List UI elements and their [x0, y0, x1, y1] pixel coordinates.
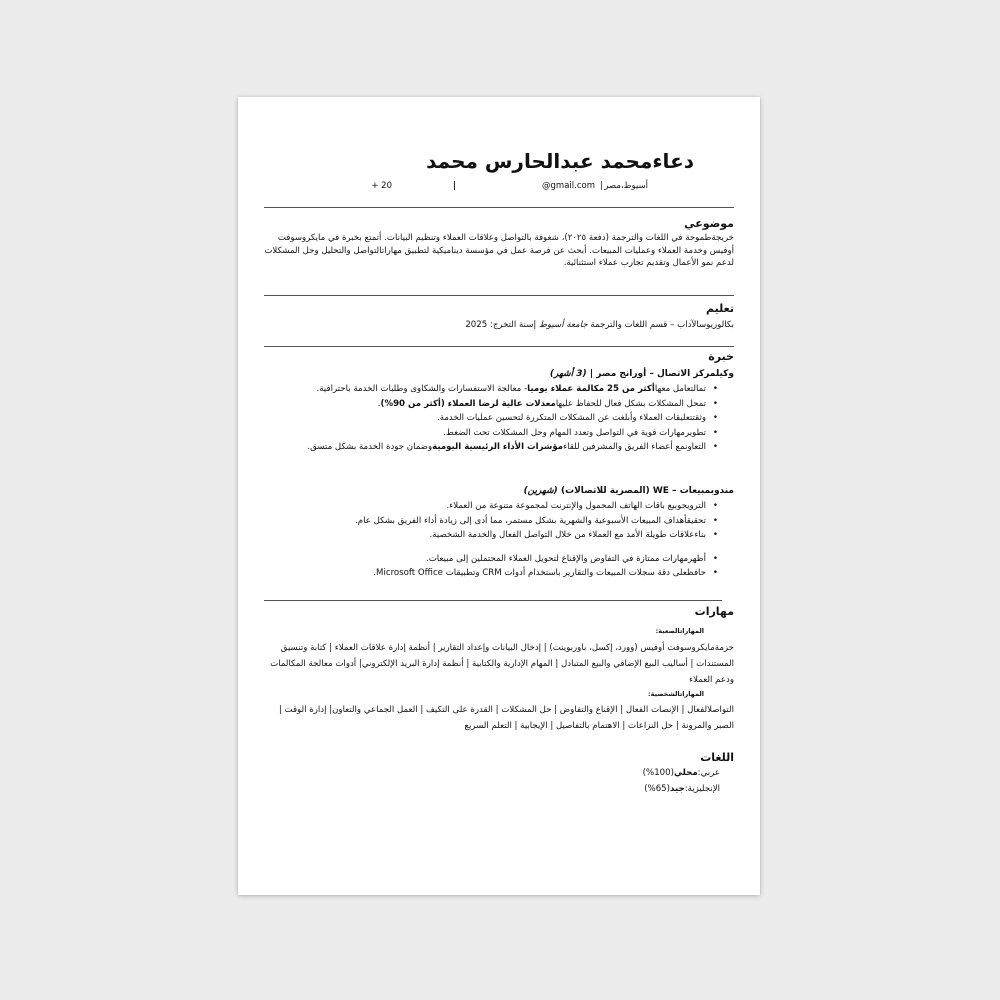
contact-separator: | — [452, 181, 456, 191]
job-title: مندوبمبيعات – WE (المصرية للاتصالات) (شهرين) — [523, 486, 734, 496]
list-item: • التعاونمع أعضاء الفريق والمشرفين للقاءمؤشرات الأداء الرئيسية اليوميةوضمان جودة الخدمة بشكل متسق. — [278, 442, 720, 453]
list-item: • حافظعلى دقة سجلات المبيعات والتقارير باستخدام أدوات CRM وتطبيقات Microsoft Office. — [278, 568, 720, 579]
job-bullets — [278, 501, 720, 583]
objective-text: خريجةطموحة في اللغات والترجمة (دفعة ٢٠٢٥)، شغوفة بالتواصل وعلاقات العملاء وتنظيم البيانات. أتمتع بخبرة في مايكروسوفت أوفيس وخدمة العملاء وعمليات المبيعات. أبحث عن فرصة عمل في مؤسسة ديناميكية لتطبيق مهاراتالتواصل والتحليل وحل المشكلات لدعم نمو الأعمال وتقديم تجارب عملاء استثنائية. — [264, 233, 734, 268]
section-title-languages: اللغات — [700, 751, 734, 764]
contact-location: أسيوط،مصر — [604, 181, 648, 191]
list-item: • تطويرمهارات قوية في التواصل وتعدد المهام وحل المشكلات تحت الضغط. — [278, 428, 720, 439]
education-university: جامعة أسيوط — [539, 320, 588, 330]
education-line — [260, 319, 734, 332]
hard-skills-label: المهاراتالصعبة: — [655, 627, 704, 635]
list-item: • تمالتعامل معهاأكثر من 25 مكالمة عملاء يوميا- معالجة الاستفسارات والشكاوى وطلبات الخدمة باحترافية. — [278, 384, 720, 395]
resume-page — [238, 97, 760, 895]
section-title-objective: موضوعي — [684, 217, 734, 230]
divider — [264, 295, 734, 296]
divider — [264, 207, 734, 208]
list-item: • بناءعلاقات طويلة الأمد مع العملاء من خلال التواصل الفعال والخدمة الشخصية. — [278, 530, 720, 541]
divider — [264, 346, 734, 347]
section-title-education: تعليم — [706, 302, 734, 315]
list-item: • تحقيقأهداف المبيعات الأسبوعية والشهرية بشكل مستمر، مما أدى إلى زيادة أداء الفريق بشكل عام. — [278, 516, 720, 527]
contact-phone: + 20 — [371, 181, 392, 191]
soft-skills-label: المهاراتالشخصية: — [648, 690, 704, 698]
job-bullets — [278, 384, 720, 457]
hard-skills-text: حزمةمايكروسوفت أوفيس (وورد، إكسل، باوربوينت) | إدخال البيانات وإعداد التقارير | أنظمة إدارة علاقات العملاء | كتابة وتنسيق المستندات | أساليب البيع الإضافي والبيع المتبادل | المهام الإدارية والكتابية | أنظمة إدارة البريد الإلكتروني| أدوات معالجة المكالمات ودعم العملاء — [270, 643, 734, 685]
job-period: (3 أشهر) — [549, 369, 587, 379]
list-item: • أظهرمهارات ممتازة في التفاوض والإقناع لتحويل العملاء المحتملين إلى مبيعات. — [278, 554, 720, 565]
section-title-experience: خبرة — [708, 350, 734, 363]
contact-separator: | — [600, 181, 603, 191]
list-item: • وثقتتعليقات العملاء وأبلغت عن المشكلات المتكررة لتحسين عمليات الخدمة. — [278, 413, 720, 424]
language-row: عربي:محلي(100%) — [642, 768, 720, 778]
candidate-name: دعاءمحمد عبدالحارس محمد — [426, 149, 694, 173]
language-row: الإنجليزية:جيد(65%) — [644, 784, 720, 794]
education-graduation: |سنة التخرج: 2025 — [465, 320, 537, 330]
list-item: • الترويجوبيع باقات الهاتف المحمول والإنترنت لمجموعة متنوعة من العملاء. — [278, 501, 720, 512]
job-period: (شهرين) — [523, 486, 558, 496]
contact-email: @gmail.com — [542, 181, 595, 191]
list-item: • تمحل المشكلات بشكل فعال للحفاظ عليهامعدلات عالية لرضا العملاء (أكثر من 90%). — [278, 399, 720, 410]
section-title-skills: مهارات — [694, 605, 734, 618]
divider — [264, 600, 722, 601]
job-title: وكيلمركز الاتصال – أورانج مصر | (3 أشهر) — [549, 369, 734, 379]
education-degree: بكالوريوسالآداب – قسم اللغات والترجمة — [590, 320, 734, 330]
soft-skills-text: التواصلالفعال | الإنصات الفعال | الإقناع والتفاوض | حل المشكلات | القدرة على التكيف | العمل الجماعي والتعاون| إدارة الوقت | الصبر والمرونة | حل النزاعات | الاهتمام بالتفاصيل | الإيجابية | التعلم السريع — [278, 705, 734, 731]
